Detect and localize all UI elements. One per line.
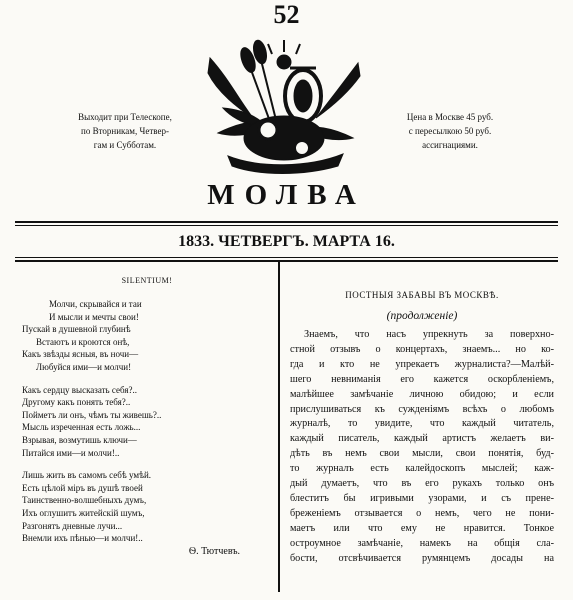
subscription-price: [360, 110, 540, 152]
poem-line: Пускай в душевной глубинѣ: [22, 324, 131, 335]
poem-stanza: [22, 298, 272, 374]
divider-rule: [15, 260, 558, 262]
poem-line: Есть цѣлой міръ въ душѣ твоей: [22, 482, 143, 493]
article-line: каждый писатель, каждый артистъ желаетъ ви-: [290, 433, 554, 445]
article-body: [290, 328, 554, 567]
poem-line: Молчи, скрывайся и таи: [49, 299, 142, 309]
article-title: ПОСТНЫЯ ЗАБАВЫ ВЪ МОСКВѢ.: [345, 290, 499, 300]
schedule-line: Выходит при Телескопе,: [78, 112, 172, 122]
poem-line: Взрывая, возмутишь ключи—: [22, 434, 137, 445]
poem-line: Встаютъ и кроются онѣ,: [36, 336, 130, 347]
poem-author: Ѳ. Тютчевъ.: [188, 545, 240, 557]
poem-column: [22, 274, 272, 559]
column-divider: [278, 262, 280, 592]
schedule-line: гам и Субботам.: [93, 140, 157, 150]
article-subtitle: (продолженіе): [386, 310, 458, 322]
schedule-line: по Вторникам, Четвер-: [81, 126, 169, 136]
article-line: шего невниманія его кажется оскорбленіемъ,: [290, 373, 554, 385]
article-line: дѣть въ немъ свои мысли, свои понятія, буд-: [290, 448, 554, 460]
article-column: [290, 288, 554, 567]
divider-rule: [15, 221, 558, 223]
poem-title: SILENTIUM!: [121, 276, 173, 285]
poem-line: Лишь жить въ самомъ себѣ умѣй.: [22, 470, 152, 481]
poem-stanza: [22, 384, 272, 460]
article-line: прислушиваться къ сужденіямъ всѣхъ о любомъ: [290, 403, 554, 415]
issue-date: 1833. ЧЕТВЕРГЪ. МАРТА 16.: [178, 233, 395, 250]
poem-line: И мысли и мечты свои!: [49, 311, 139, 322]
article-line: Знаемъ, что насъ упрекнуть за поверхно-: [304, 329, 554, 340]
poem-line: Питайся ими—и молчи!..: [22, 447, 120, 458]
article-line: блеститъ бы игривыми узорами, и съ прене-: [290, 492, 554, 504]
price-line: Цена в Москве 45 руб.: [406, 112, 494, 122]
article-line: гда и кто не упрекаетъ журналиста?—Малѣй-: [290, 358, 554, 370]
price-line: с пересылкою 50 руб.: [408, 126, 492, 136]
emblem-vignette-icon: [198, 38, 370, 183]
article-line: журналѣ, то увидите, что каждый читатель,: [290, 418, 554, 430]
article-line: то журналъ есть калейдоскопъ мыслей; каж-: [290, 463, 554, 475]
masthead-title: МОЛВА: [207, 179, 366, 211]
poem-line: Таинственно-волшебныхъ думъ,: [22, 495, 147, 506]
article-line: остроумное замѣчаніе, намекъ на общія сла-: [290, 537, 554, 549]
article-line: дый думаетъ, что въ его рукахъ только онъ: [290, 478, 554, 490]
article-line: малѣйшее замѣчаніе личною обидою; и если: [290, 388, 554, 400]
article-line: стной отзывъ о концертахъ, знаемъ... но ко-: [290, 343, 554, 355]
price-line: ассигнациями.: [422, 140, 478, 150]
poem-line: Какъ сердцу высказать себя?..: [22, 384, 137, 395]
article-line: бреженіемъ отзывается о немъ, чего не пони-: [290, 507, 554, 519]
poem-line: Какъ звѣзды ясныя, въ ночи—: [22, 349, 139, 360]
poem-line: Внемли ихъ пѣнью—и молчи!..: [22, 533, 143, 544]
poem-line: Мысль изреченная есть ложь...: [22, 422, 141, 433]
poem-line: Любуйся ими—и молчи!: [36, 361, 132, 372]
publication-schedule: [40, 110, 210, 152]
divider-rule: [15, 225, 558, 226]
poem-line: Пойметъ ли онъ, чѣмъ ты живешь?..: [22, 409, 162, 420]
poem-line: Разгонятъ дневные лучи...: [22, 520, 123, 531]
poem-stanza: [22, 469, 272, 545]
issue-number: 52: [273, 0, 300, 29]
divider-rule: [15, 257, 558, 258]
article-line: бости, отсвѣчивается румянцемъ досады на: [290, 552, 554, 564]
article-line: маетъ или что ему не нравится. Тонкое: [290, 522, 554, 534]
poem-line: Ихъ оглушитъ житейскій шумъ,: [22, 507, 145, 518]
poem-line: Другому какъ понять тебя?..: [22, 397, 131, 408]
